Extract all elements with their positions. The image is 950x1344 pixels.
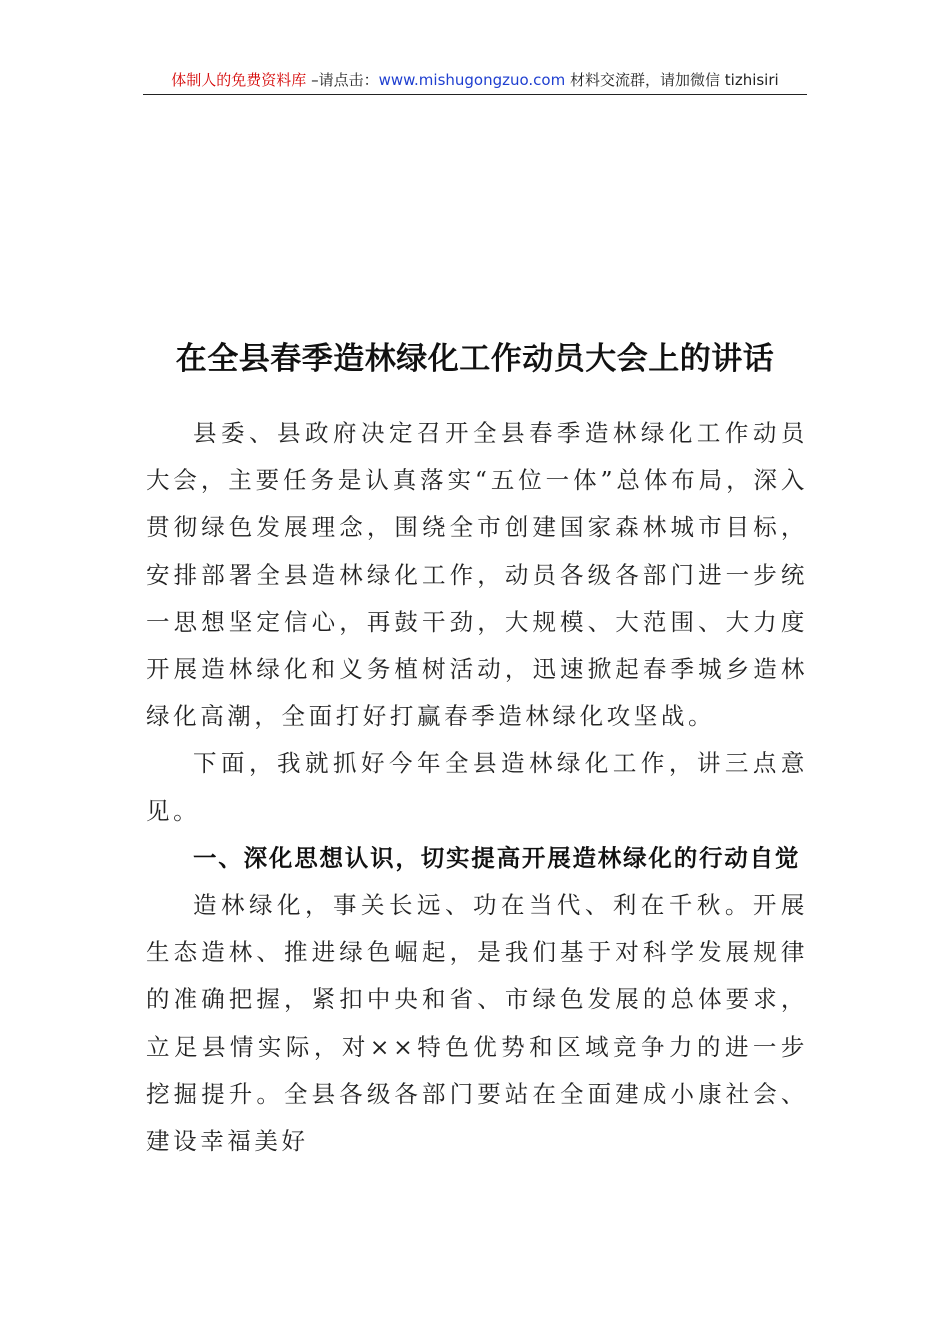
header-contact: 材料交流群，请加微信 tizhisiri <box>565 71 779 89</box>
outline-paragraph: 下面，我就抓好今年全县造林绿化工作，讲三点意见。 <box>146 749 808 825</box>
header-brand: 体制人的免费资料库 <box>171 71 307 89</box>
intro-paragraph: 县委、县政府决定召开全县春季造林绿化工作动员大会，主要任务是认真落实“五位一体”总体布局，深入贯彻绿色发展理念，围绕全市创建国家森林城市目标，安排部署全县造林绿化工作，动员各级各部门进一步统一思想坚定信心，再鼓干劲，大规模、大范围、大力度开展造林绿化和义务植树活动，迅速掀起春季城乡造林绿化高潮，全面打好打赢春季造林绿化攻坚战。 <box>146 419 808 731</box>
document-body <box>146 410 808 1165</box>
page-header <box>143 66 807 95</box>
header-prompt: –请点击： <box>306 71 379 89</box>
section-paragraph: 造林绿化，事关长远、功在当代、利在千秋。开展生态造林、推进绿色崛起，是我们基于对科学发展规律的准确把握，紧扣中央和省、市绿色发展的总体要求，立足县情实际，对××特色优势和区域竞争力的进一步挖掘提升。全县各级各部门要站在全面建成小康社会、建设幸福美好 <box>146 891 808 1156</box>
document-title: 在全县春季造林绿化工作动员大会上的讲话 <box>175 341 775 377</box>
section-heading: 一、深化思想认识，切实提高开展造林绿化的行动自觉 <box>193 843 801 872</box>
header-link[interactable]: www.mishugongzuo.com <box>378 71 566 89</box>
